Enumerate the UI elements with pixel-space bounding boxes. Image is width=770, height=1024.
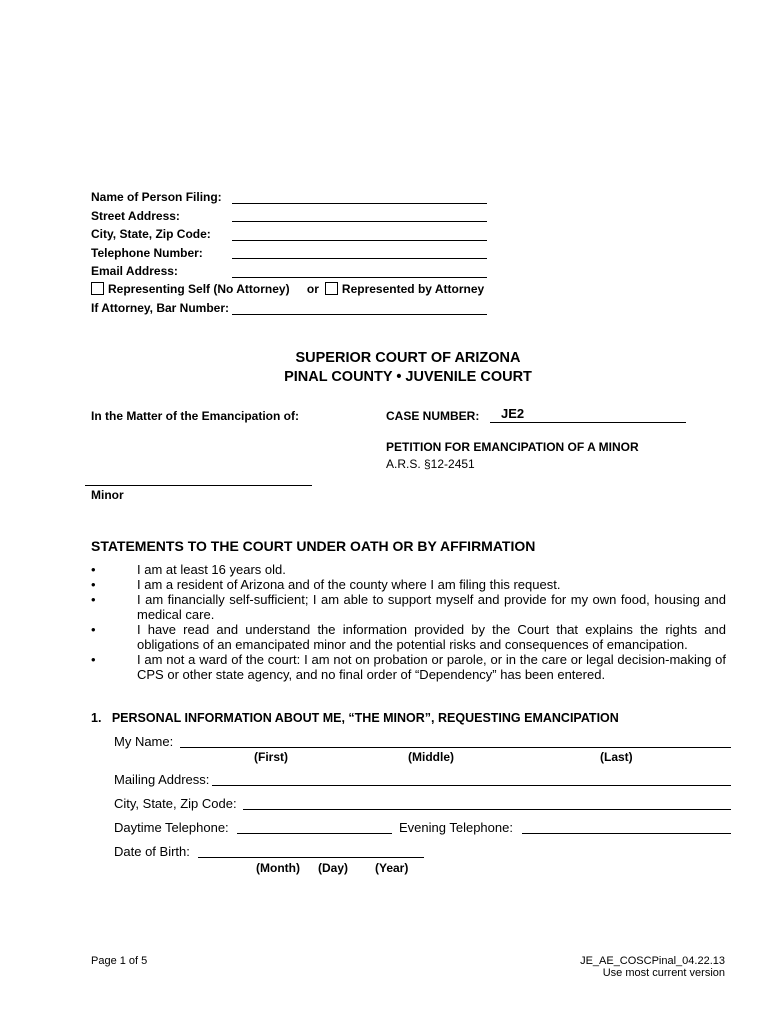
bullet-icon: • (91, 577, 96, 592)
minor-city-state-zip-label: City, State, Zip Code: (114, 796, 237, 811)
minor-city-state-zip-field[interactable] (243, 809, 731, 810)
bullet-icon: • (91, 592, 96, 607)
bullet-icon: • (91, 652, 96, 667)
email-address-field[interactable] (232, 277, 487, 278)
statement-text: I am not a ward of the court: I am not on probation or parole, or in the care or legal decision-making of CPS or other state agency, and no final order of “Dependency” has been entered. (137, 652, 726, 682)
matter-label: In the Matter of the Emancipation of: (91, 409, 300, 423)
section1-heading: 1. PERSONAL INFORMATION ABOUT ME, “THE MINOR”, REQUESTING EMANCIPATION (91, 711, 619, 725)
day-caption: (Day) (318, 861, 349, 875)
name-of-person-filing-label: Name of Person Filing: (91, 190, 222, 204)
telephone-number-label: Telephone Number: (91, 246, 203, 260)
statements-heading: STATEMENTS TO THE COURT UNDER OATH OR BY AFFIRMATION (91, 538, 536, 554)
version-note: Use most current version (602, 967, 725, 979)
name-of-person-filing-field[interactable] (232, 203, 487, 204)
statement-item (91, 592, 726, 622)
statement-text: I am at least 16 years old. (137, 562, 286, 577)
email-address-label: Email Address: (91, 264, 178, 278)
last-name-caption: (Last) (600, 750, 633, 764)
statements-list (91, 562, 726, 682)
street-address-label: Street Address: (91, 209, 180, 223)
case-number-field[interactable] (490, 422, 686, 423)
bullet-icon: • (91, 622, 96, 637)
date-of-birth-label: Date of Birth: (114, 844, 190, 859)
daytime-telephone-field[interactable] (237, 833, 392, 834)
mailing-address-label: Mailing Address: (114, 772, 210, 787)
case-number-value: JE2 (501, 406, 525, 421)
statement-text: I am financially self-sufficient; I am able to support myself and provide for my own food, housing and medical care. (137, 592, 726, 622)
bar-number-field[interactable] (232, 314, 487, 315)
represented-by-attorney-checkbox[interactable] (325, 282, 338, 295)
my-name-label: My Name: (114, 734, 174, 749)
statement-text: I have read and understand the information provided by the Court that explains the rights and obligations of an emancipated minor and the potential risks and consequences of emancipation. (137, 622, 726, 652)
representing-self-checkbox[interactable] (91, 282, 104, 295)
mailing-address-field[interactable] (212, 785, 731, 786)
statement-item (91, 652, 726, 682)
statement-item (91, 562, 726, 577)
or-label: or (306, 282, 319, 296)
minor-name-field[interactable] (85, 485, 312, 486)
petition-title: PETITION FOR EMANCIPATION OF A MINOR (386, 440, 639, 454)
form-id: JE_AE_COSCPinal_04.22.13 (580, 955, 725, 967)
statute-reference: A.R.S. §12-2451 (386, 457, 475, 471)
first-name-caption: (First) (254, 750, 288, 764)
case-number-label: CASE NUMBER: (386, 409, 480, 423)
court-title-line2: PINAL COUNTY • JUVENILE COURT (284, 369, 532, 385)
statement-text: I am a resident of Arizona and of the county where I am filing this request. (137, 577, 561, 592)
year-caption: (Year) (375, 861, 409, 875)
telephone-number-field[interactable] (232, 258, 487, 259)
my-name-field[interactable] (180, 747, 731, 748)
statement-item (91, 577, 726, 592)
statement-item (91, 622, 726, 652)
street-address-field[interactable] (232, 221, 487, 222)
bar-number-label: If Attorney, Bar Number: (91, 301, 230, 315)
month-caption: (Month) (256, 861, 300, 875)
daytime-telephone-label: Daytime Telephone: (114, 820, 229, 835)
represented-by-attorney-label: Represented by Attorney (341, 282, 485, 296)
bullet-icon: • (91, 562, 96, 577)
representation-row (91, 282, 484, 296)
evening-telephone-field[interactable] (522, 833, 731, 834)
court-title-line1: SUPERIOR COURT OF ARIZONA (295, 350, 521, 366)
city-state-zip-field[interactable] (232, 240, 487, 241)
minor-label: Minor (91, 488, 124, 502)
representing-self-label: Representing Self (No Attorney) (108, 282, 290, 296)
city-state-zip-label: City, State, Zip Code: (91, 227, 211, 241)
page-number: Page 1 of 5 (91, 955, 148, 967)
evening-telephone-label: Evening Telephone: (399, 820, 513, 835)
date-of-birth-field[interactable] (198, 857, 424, 858)
middle-name-caption: (Middle) (408, 750, 454, 764)
